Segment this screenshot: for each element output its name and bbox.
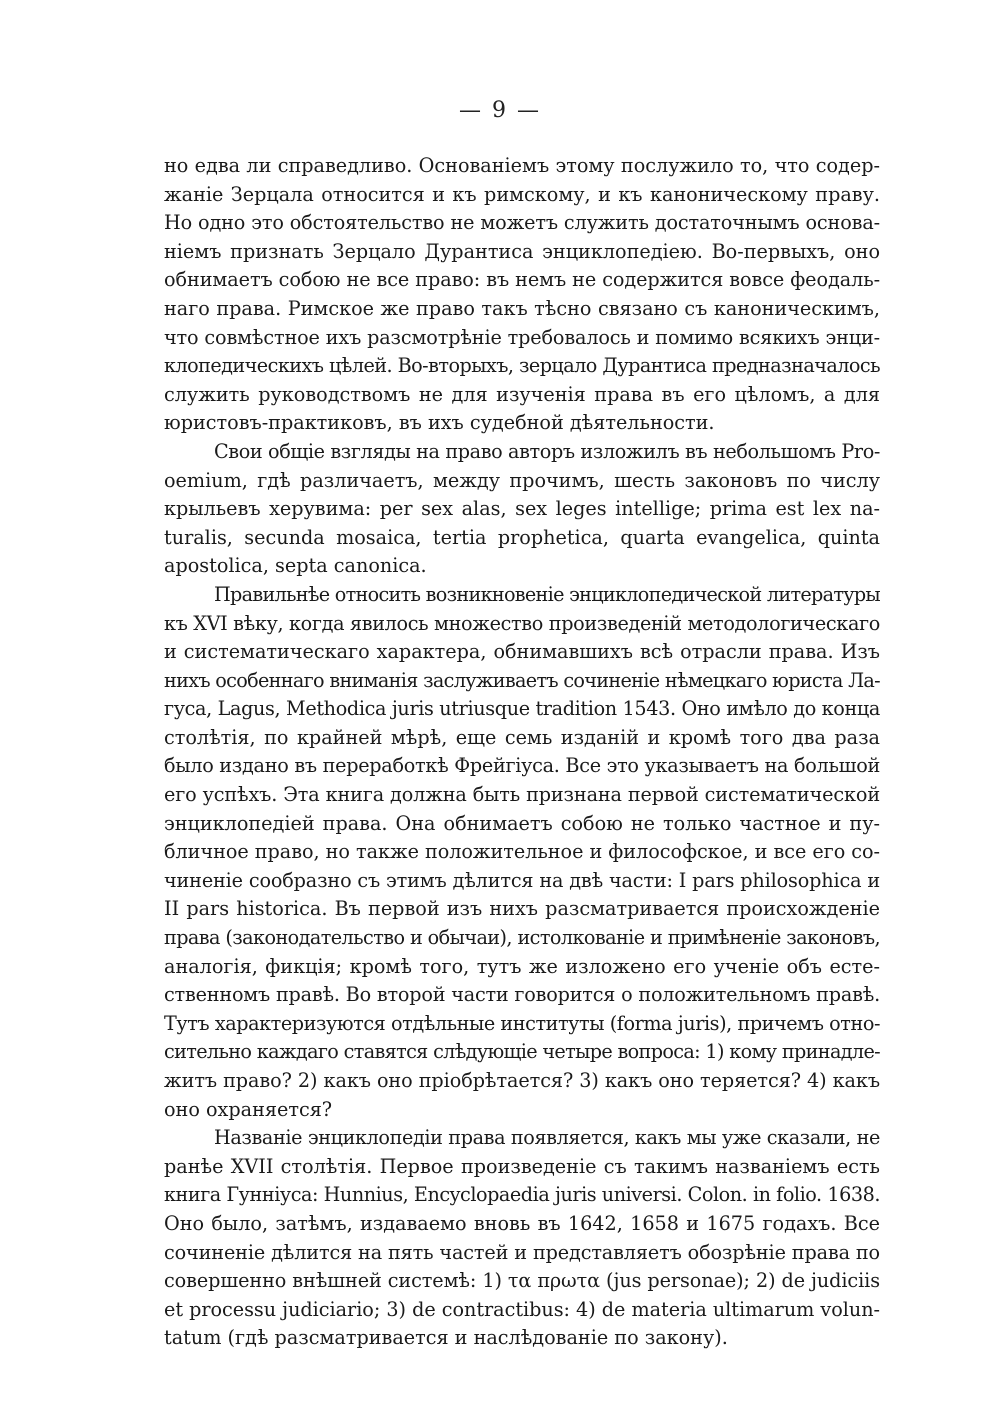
text-line: оно охраняется? [164,1097,333,1121]
text-line: служить руководствомъ не для изученія права въ его цѣломъ, а для [164,382,880,406]
text-line: наго права. Римское же право такъ тѣсно связано съ каноническимъ, [164,296,880,320]
text-line: Но одно это обстоятельство не можетъ служить достаточнымъ основа- [164,211,880,235]
paragraph-2 [164,438,880,581]
text-line: гуса, Lagus, Methodica juris utriusque tradition 1543. Оно имѣло до конца [164,697,880,721]
text-line: ственномъ правѣ. Во второй части говорится о положительномъ правѣ. [164,983,880,1007]
text-line: книга Гунніуса: Hunnius, Encyclopaedia juris universi. Colon. in folio. 1638. [164,1183,880,1207]
text-line: совершенно внѣшней системѣ: 1) τα πρωτα (jus personae); 2) de judiciis [164,1269,880,1293]
text-line: II pars historica. Въ первой изъ нихъ разсматривается происхожденіе [164,897,880,921]
text-line: сительно каждаго ставятся слѣдующіе четыре вопроса: 1) кому принадле- [164,1040,880,1064]
text-line: Свои общіе взгляды на право авторъ изложилъ въ небольшомъ Pro- [214,439,880,463]
text-line: бличное право, но также положительное и философское, и все его со- [164,840,880,864]
text-line: его успѣхъ. Эта книга должна быть признана первой систематической [164,783,880,807]
text-line: сочиненіе дѣлится на пять частей и представляетъ обозрѣніе права по [164,1240,880,1264]
text-line: но едва ли справедливо. Основаніемъ этому послужило то, что содер- [164,154,880,177]
paragraph-3 [164,581,880,1124]
text-line: жаніе Зерцала относится и къ римскому, и къ каноническому праву. [164,182,880,206]
text-line: et processu judiciario; 3) de contractibus: 4) de materia ultimarum volun- [164,1297,880,1321]
text-line: и систематическаго характера, обнимавшихъ всѣ отрасли права. Изъ [164,640,880,664]
text-line: столѣтія, по крайней мѣрѣ, еще семь изданій и кромѣ того два раза [164,725,880,749]
text-line: права (законодательство и обычаи), истолкованіе и примѣненіе законовъ, [164,926,880,950]
text-line: къ XVI вѣку, когда явилось множество произведеній методологическаго [164,611,880,635]
text-line: Правильнѣе относить возникновеніе энциклопедической литературы [214,582,880,606]
paragraph-1 [164,152,880,438]
text-line: oemium, гдѣ различаетъ, между прочимъ, шесть законовъ по числу [164,468,880,492]
text-line: обнимаетъ собою не все право: въ немъ не содержится вовсе феодаль- [164,268,880,292]
text-line: apostolica, septa canonica. [164,554,427,578]
text-line: Тутъ характеризуются отдѣльные институты (forma juris), причемъ отно- [164,1011,880,1035]
text-line: Оно было, затѣмъ, издаваемо вновь въ 1642, 1658 и 1675 годахъ. Все [164,1211,880,1235]
text-line: было издано въ переработкѣ Фрейгіуса. Все это указываетъ на большой [164,754,880,778]
text-line: что совмѣстное ихъ разсмотрѣніе требовалось и помимо всякихъ энци- [164,325,880,349]
text-line: крыльевъ херувима: per sex alas, sex leges intellige; prima est lex na- [164,497,880,521]
page-number: — 9 — [459,98,541,123]
text-line: юристовъ-практиковъ, въ ихъ судебной дѣятельности. [164,411,715,435]
body-text [164,152,880,1353]
text-line: ранѣе XVII столѣтія. Первое произведеніе съ такимъ названіемъ есть [164,1154,880,1178]
text-line: житъ право? 2) какъ оно пріобрѣтается? 3) какъ оно теряется? 4) какъ [164,1069,880,1092]
text-line: turalis, secunda mosaica, tertia prophetica, quarta evangelica, quinta [164,525,880,549]
text-line: чиненіе сообразно съ этимъ дѣлится на двѣ части: I pars philosophica и [164,868,880,892]
text-line: tatum (гдѣ разсматривается и наслѣдованіе по закону). [164,1326,728,1350]
text-line: Названіе энциклопедіи права появляется, какъ мы уже сказали, не [214,1126,880,1150]
paragraph-4 [164,1124,880,1353]
text-line: энциклопедіей права. Она обнимаетъ собою не только частное и пу- [164,811,880,835]
text-line: клопедическихъ цѣлей. Во-вторыхъ, зерцало Дурантиса предназначалось [164,354,880,378]
text-line: аналогія, фикція; кромѣ того, тутъ же изложено его ученіе объ есте- [164,954,880,978]
text-line: нихъ особеннаго вниманія заслуживаетъ сочиненіе нѣмецкаго юриста Ла- [164,668,880,692]
text-line: ніемъ признать Зерцало Дурантиса энциклопедіею. Во-первыхъ, оно [164,239,880,263]
